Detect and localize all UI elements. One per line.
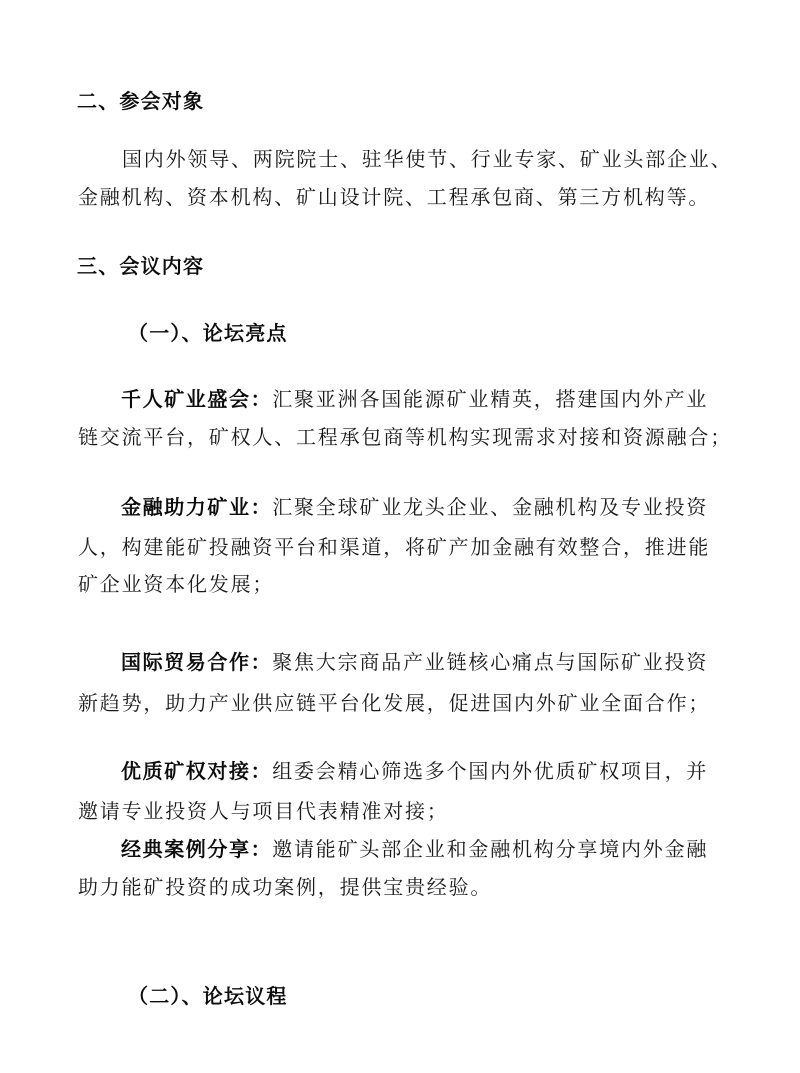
subsection-heading-highlights: （一）、论坛亮点 [128, 321, 288, 345]
highlight-first-line [121, 837, 708, 861]
highlight-first-line [121, 650, 708, 674]
section-heading-attendees: 二、参会对象 [77, 89, 205, 113]
highlight-text: 汇聚全球矿业龙头企业、金融机构及专业投资 [272, 495, 709, 519]
highlight-label: 优质矿权对接： [121, 759, 273, 783]
highlight-first-line [121, 387, 708, 411]
paragraph-line: 国内外领导、两院院士、驻华使节、行业专家、矿业头部企业、 [122, 147, 733, 171]
highlight-first-line [121, 495, 708, 519]
highlight-line: 链交流平台，矿权人、工程承包商等机构实现需求对接和资源融合； [78, 425, 732, 449]
highlight-label: 千人矿业盛会： [121, 387, 273, 411]
highlight-line: 邀请专业投资人与项目代表精准对接； [78, 799, 449, 823]
highlight-label: 经典案例分享： [121, 837, 273, 861]
highlight-line: 矿企业资本化发展； [78, 572, 275, 596]
highlight-label: 国际贸易合作： [121, 650, 273, 674]
highlight-line: 人，构建能矿投融资平台和渠道，将矿产加金融有效整合，推进能 [78, 535, 711, 559]
highlight-text: 汇聚亚洲各国能源矿业精英，搭建国内外产业 [272, 387, 709, 411]
highlight-text: 聚焦大宗商品产业链核心痛点与国际矿业投资 [272, 650, 709, 674]
section-heading-content: 三、会议内容 [77, 254, 205, 278]
paragraph-line: 金融机构、资本机构、矿山设计院、工程承包商、第三方机构等。 [78, 185, 711, 209]
highlight-line: 新趋势，助力产业供应链平台化发展，促进国内外矿业全面合作； [78, 691, 711, 715]
highlight-label: 金融助力矿业： [121, 495, 273, 519]
highlight-text: 邀请能矿头部企业和金融机构分享境内外金融 [272, 837, 709, 861]
highlight-line: 助力能矿投资的成功案例，提供宝贵经验。 [78, 875, 493, 899]
highlight-first-line [121, 759, 708, 783]
subsection-heading-agenda: （二）、论坛议程 [128, 984, 288, 1008]
highlight-text: 组委会精心筛选多个国内外优质矿权项目，并 [272, 759, 709, 783]
